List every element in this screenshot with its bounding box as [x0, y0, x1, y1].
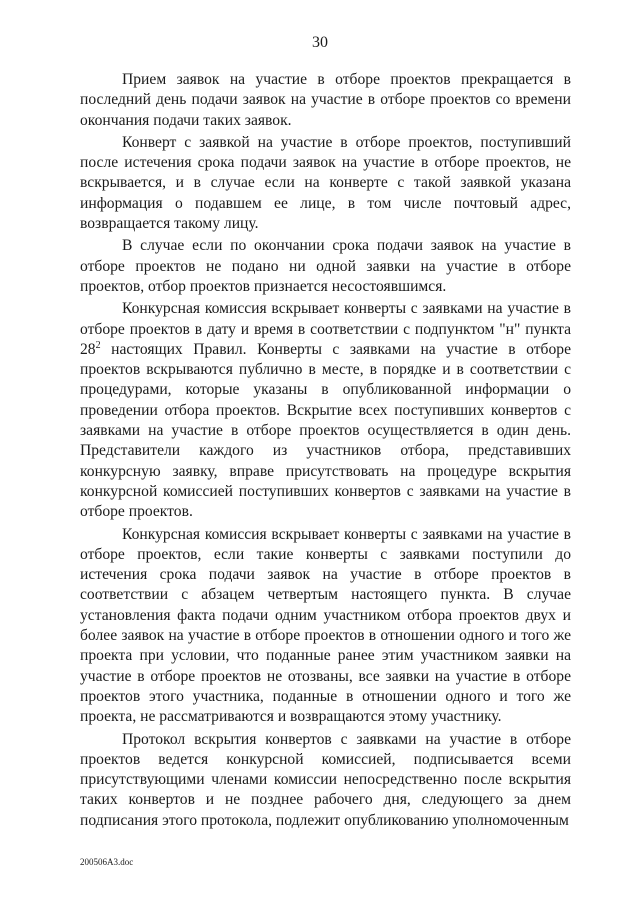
paragraph-text-end: настоящих Правил. Конверты с заявками на участие в отборе проектов вскрываются публично в месте, в порядке и в соответствии с процедурами, которые указаны в опубликованной информации о проведении отбора проектов. Вскрытие всех поступивших конвертов с заявками на участие в отборе проектов осуществляется в один день. Представители каждого из участников отбора, представивших конкурсную заявку, вправе присутствовать на процедуре вскрытия конкурсной комиссией поступивших конвертов с заявками на участие в отборе проектов.	[80, 340, 571, 521]
paragraph-text-start: Конкурсная комиссия вскрывает конверты с заявками на участие в отборе проектов в дату и время в соответствии с подпунктом "н" пункта 28	[80, 300, 571, 358]
paragraph-with-superscript	[80, 299, 571, 522]
paragraph: В случае если по окончании срока подачи заявок на участие в отборе проектов не подано ни одной заявки на участие в отборе проектов, отбор проектов признается несостоявшимся.	[80, 237, 571, 295]
paragraph: Протокол вскрытия конвертов с заявками на участие в отборе проектов ведется конкурсной комиссией, подписывается всеми присутствующими членами комиссии непосредственно после вскрытия таких конвертов и не позднее рабочего дня, следующего за днем подписания этого протокола, подлежит опубликованию уполномоченным	[80, 730, 571, 829]
footer-file-code: 200506А3.doc	[80, 857, 134, 867]
superscript-marker: 2	[95, 339, 101, 351]
document-body	[80, 70, 571, 831]
paragraph: Конкурсная комиссия вскрывает конверты с заявками на участие в отборе проектов, если такие конверты с заявками поступили до истечения срока подачи заявок на участие в отборе проектов в соответствии с абзацем четвертым настоящего пункта. В случае установления факта подачи одним участником отбора проектов двух и более заявок на участие в отборе проектов в отношении одного и того же проекта при условии, что поданные ранее этим участником заявки на участие в отборе проектов не отозваны, все заявки на участие в отборе проектов этого участника, поданные в отношении одного и того же проекта, не рассматриваются и возвращаются этому участнику.	[80, 525, 571, 726]
paragraph: Конверт с заявкой на участие в отборе проектов, поступивший после истечения срока подачи заявок на участие в отборе проектов, не вскрывается, и в случае если на конверте с такой заявкой указана информация о подавшем ее лице, в том числе почтовый адрес, возвращается такому лицу.	[80, 133, 571, 233]
paragraph: Прием заявок на участие в отборе проектов прекращается в последний день подачи заявок на участие в отборе проектов со времени окончания подачи таких заявок.	[80, 71, 571, 129]
page-number: 30	[312, 34, 328, 51]
